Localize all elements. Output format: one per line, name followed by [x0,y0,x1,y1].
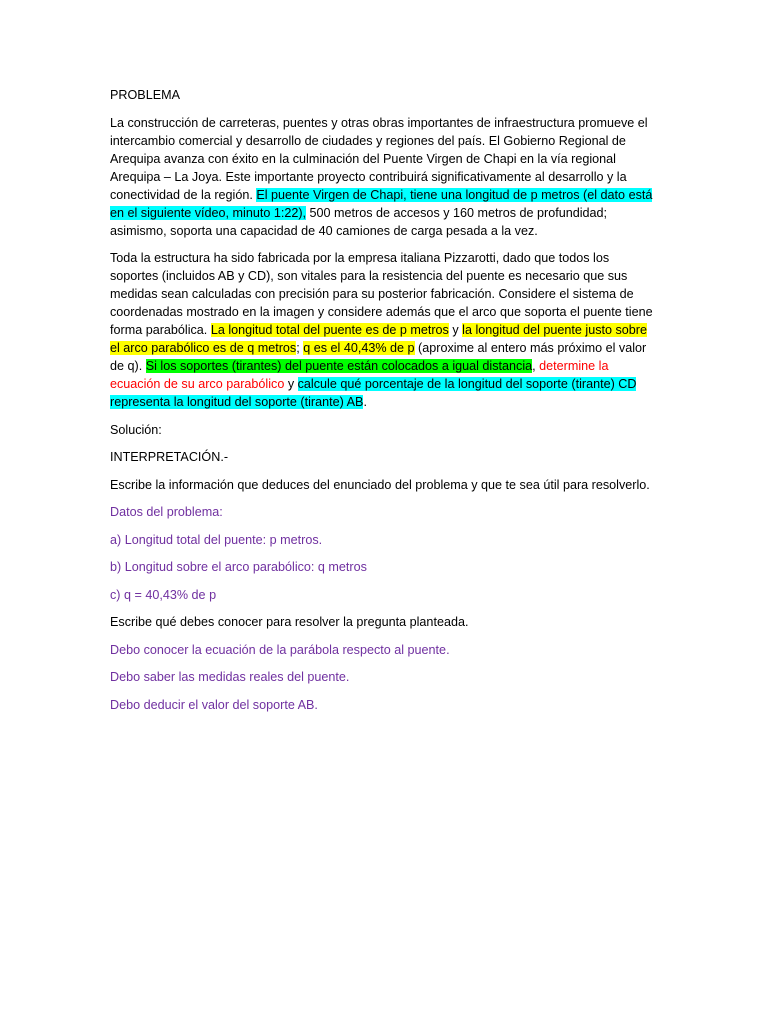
interpretacion-heading: INTERPRETACIÓN.- [110,450,229,464]
highlight-bridge-length: El puente Virgen de Chapi, tiene una longitud de p metros (el dato está en el siguiente vídeo, minuto 1:22), [110,187,653,220]
paragraph-problem-text-1: Toda la estructura ha sido fabricada por la empresa italiana Pizzarotti, dado que todos los soportes (incluidos AB y CD), son vitales para la resistencia del puente es necesario que sus medidas sean calculadas con precisión para su posterior fabricación. Considere el sistema de coordenadas mostrado en la imagen y considere además que el arco que soporta el puente tiene forma parabólica. [110,251,653,337]
heading-problema: PROBLEMA [110,88,180,102]
datos-title: Datos del problema: [110,505,223,519]
paragraph-context-text-1: La construcción de carreteras, puentes y otras obras importantes de infraestructura promueve el intercambio comercial y desarrollo de ciudades y regiones del país. El Gobierno Regional de Arequipa avanza con éxito en la culminación del Puente Virgen de Chapi en la vía regional Arequipa – La Joya. Este importante proyecto contribuirá significativamente al desarrollo y la conectividad de la región. [110,115,648,202]
paragraph-problem-text-5: , [532,359,540,373]
paragraph-problem-text-6: y [284,377,298,391]
paragraph-context-text-2: 500 metros de accesos y 160 metros de profundidad; asimismo, soporta una capacidad de 40 camiones de carga pesada a la vez. [110,205,608,238]
dato-item-c: c) q = 40,43% de p [110,587,217,602]
paragraph-context [110,114,658,240]
highlight-arc-length: la longitud del puente justo sobre el arco parabólico es de q metros [110,323,647,355]
paragraph-problem-text-2: y [448,323,463,337]
dato-item-b: b) Longitud sobre el arco parabólico: q metros [110,560,367,574]
dato-item-a: a) Longitud total del puente: p metros. [110,532,323,547]
respuesta-item-3: Debo deducir el valor del soporte AB. [110,697,318,712]
paragraph-problem-text-3: ; [296,341,304,355]
solucion-label: Solución: [110,422,162,437]
highlight-supports-equal: Si los soportes (tirantes) del puente están colocados a igual distancia [145,359,533,373]
highlight-percentage-task: calcule qué porcentaje de la longitud del soporte (tirante) CD representa la longitud del soporte (tirante) AB [110,377,637,409]
paragraph-problem-text-4: (aproxime al entero más próximo el valor de q). [110,341,647,373]
paragraph-problem-text-7: . [363,395,367,409]
instruction-know: Escribe qué debes conocer para resolver la pregunta planteada. [110,615,469,629]
highlight-q-percent: q es el 40,43% de p [303,341,415,355]
respuesta-item-2: Debo saber las medidas reales del puente. [110,670,350,684]
highlight-total-length: La longitud total del puente es de p metros [210,323,449,337]
paragraph-problem [110,249,658,411]
instruction-deduce: Escribe la información que deduces del enunciado del problema y que te sea útil para resolverlo. [110,477,650,492]
respuesta-item-1: Debo conocer la ecuación de la parábola respecto al puente. [110,642,450,657]
red-equation-task: determine la ecuación de su arco parabólico [110,359,609,391]
